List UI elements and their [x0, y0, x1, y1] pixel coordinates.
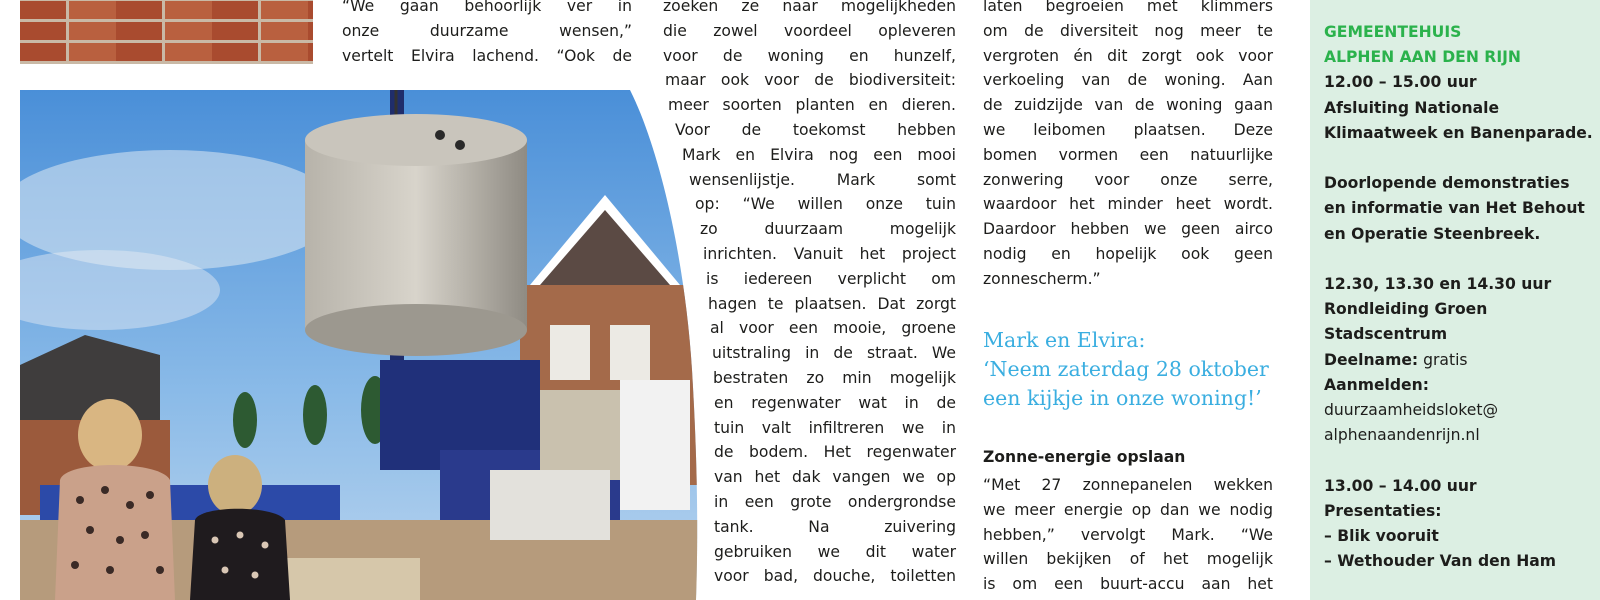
- text-line: zoeken ze naar mogelijkheden: [663, 0, 956, 15]
- text-line: uitstraling in de straat. We: [712, 344, 956, 363]
- participation-value: gratis: [1418, 350, 1468, 369]
- text-line: gebruiken we dit water: [714, 542, 956, 561]
- pull-quote-line: Mark en Elvira:: [983, 328, 1146, 352]
- text-line: bomen vormen een natuurlijke: [983, 145, 1273, 164]
- text-line: de zuidzijde van de woning gaan: [983, 96, 1273, 115]
- demo-text: Doorlopende demonstraties: [1324, 174, 1570, 193]
- text-line: voor de woning en hunzelf,: [663, 46, 956, 65]
- participation-label: Deelname:: [1324, 350, 1419, 369]
- pull-quote-line: ‘Neem zaterdag 28 oktober: [983, 357, 1269, 381]
- photo-illustration: [20, 90, 700, 600]
- text-line: al voor een mooie, groene: [710, 319, 956, 338]
- event-title: Stadscentrum: [1324, 325, 1448, 344]
- spacer: [1324, 448, 1596, 473]
- text-line: Voor de toekomst hebben: [675, 121, 956, 139]
- text-line: “Met 27 zonnepanelen wekken: [983, 476, 1273, 494]
- presentation-item: – Blik vooruit: [1324, 527, 1439, 546]
- signup-label: Aanmelden:: [1324, 375, 1429, 394]
- section-subheading: Zonne-energie opslaan: [983, 448, 1186, 466]
- spacer: [1324, 146, 1596, 171]
- text-line: hebben,” vervolgt Mark. “We: [983, 525, 1273, 544]
- brick-wall-photo: [20, 0, 313, 64]
- text-line: wensenlijstje. Mark somt: [689, 170, 956, 189]
- text-line: waardoor het minder heet wordt.: [983, 195, 1273, 214]
- spacer: [1324, 247, 1596, 272]
- event-title: Rondleiding Groen: [1324, 300, 1488, 319]
- text-line: is iedereen verplicht om: [706, 269, 956, 288]
- article-column-3-continued: [983, 473, 1273, 597]
- text-line: onze duurzame wensen,”: [342, 21, 632, 40]
- signup-email[interactable]: alphenaandenrijn.nl: [1324, 426, 1480, 445]
- venue-city: ALPHEN AAN DEN RIJN: [1324, 48, 1521, 67]
- text-line: Daardoor hebben we geen airco: [983, 220, 1273, 239]
- text-line: verkoeling van de woning. Aan: [983, 71, 1273, 90]
- text-line: we leibomen plaatsen. Deze: [983, 120, 1273, 139]
- text-line: is om een buurt-accu aan het: [983, 575, 1273, 594]
- text-line: inrichten. Vanuit het project: [703, 245, 956, 263]
- event-time: 12.30, 13.30 en 14.30 uur: [1324, 275, 1552, 293]
- text-line: we meer energie op dan we nodig: [983, 500, 1273, 519]
- text-line: zonwering voor onze serre,: [983, 170, 1273, 189]
- demo-text: en Operatie Steenbreek.: [1324, 224, 1541, 243]
- text-line: zo duurzaam mogelijk: [700, 220, 956, 239]
- text-line: “We gaan behoorlijk ver in: [342, 0, 632, 15]
- text-line: in een grote ondergrondse: [714, 493, 956, 511]
- event-time: 12.00 – 15.00 uur: [1324, 73, 1477, 92]
- text-line: zonnescherm.”: [983, 269, 1101, 288]
- text-line: vergroten én dit zorgt ook voor: [983, 46, 1273, 65]
- text-line: hagen te plaatsen. Dat zorgt: [708, 294, 956, 313]
- text-line: Mark en Elvira nog een mooi: [682, 145, 956, 164]
- pull-quote-line: een kijkje in onze woning!’: [983, 386, 1262, 410]
- article-column-3: [983, 0, 1273, 292]
- article-photo-water-tank: [20, 90, 700, 600]
- text-line: tuin valt infiltreren we in: [714, 418, 956, 437]
- text-line: laten begroeien met klimmers: [983, 0, 1273, 15]
- text-line: nodig en hopelijk ook geen: [983, 244, 1273, 263]
- text-line: tank. Na zuivering: [714, 517, 956, 536]
- article-column-1: [342, 0, 632, 68]
- signup-email[interactable]: duurzaamheidsloket@: [1324, 401, 1499, 420]
- event-title: Klimaatweek en Banenparade.: [1324, 123, 1593, 142]
- pull-quote: [983, 326, 1293, 413]
- text-line: die zowel voordeel opleveren: [663, 21, 956, 40]
- text-line: vertelt Elvira lachend. “Ook de: [342, 46, 632, 65]
- text-line: van het dak vangen we op: [714, 468, 956, 487]
- text-line: maar ook voor de biodiversiteit:: [665, 71, 956, 90]
- event-time: 13.00 – 14.00 uur: [1324, 476, 1477, 495]
- text-line: de bodem. Het regenwater: [714, 443, 956, 462]
- text-line: meer soorten planten en dieren.: [668, 96, 956, 115]
- text-line: op: “We willen onze tuin: [695, 195, 956, 214]
- text-line: en regenwater wat in de: [714, 393, 956, 412]
- presentations-label: Presentaties:: [1324, 501, 1442, 520]
- event-title: Afsluiting Nationale: [1324, 98, 1500, 117]
- text-line: willen bekijken of het mogelijk: [983, 550, 1273, 569]
- participation-line: [1324, 348, 1596, 373]
- venue-name: GEMEENTEHUIS: [1324, 23, 1462, 41]
- text-line: om de diversiteit nog meer te: [983, 21, 1273, 40]
- text-line: bestraten zo min mogelijk: [713, 369, 956, 387]
- program-sidebar: [1310, 0, 1600, 600]
- text-line: voor bad, douche, toiletten: [714, 567, 956, 586]
- demo-text: en informatie van Het Behout: [1324, 199, 1585, 218]
- presentation-item: – Wethouder Van den Ham: [1324, 552, 1557, 571]
